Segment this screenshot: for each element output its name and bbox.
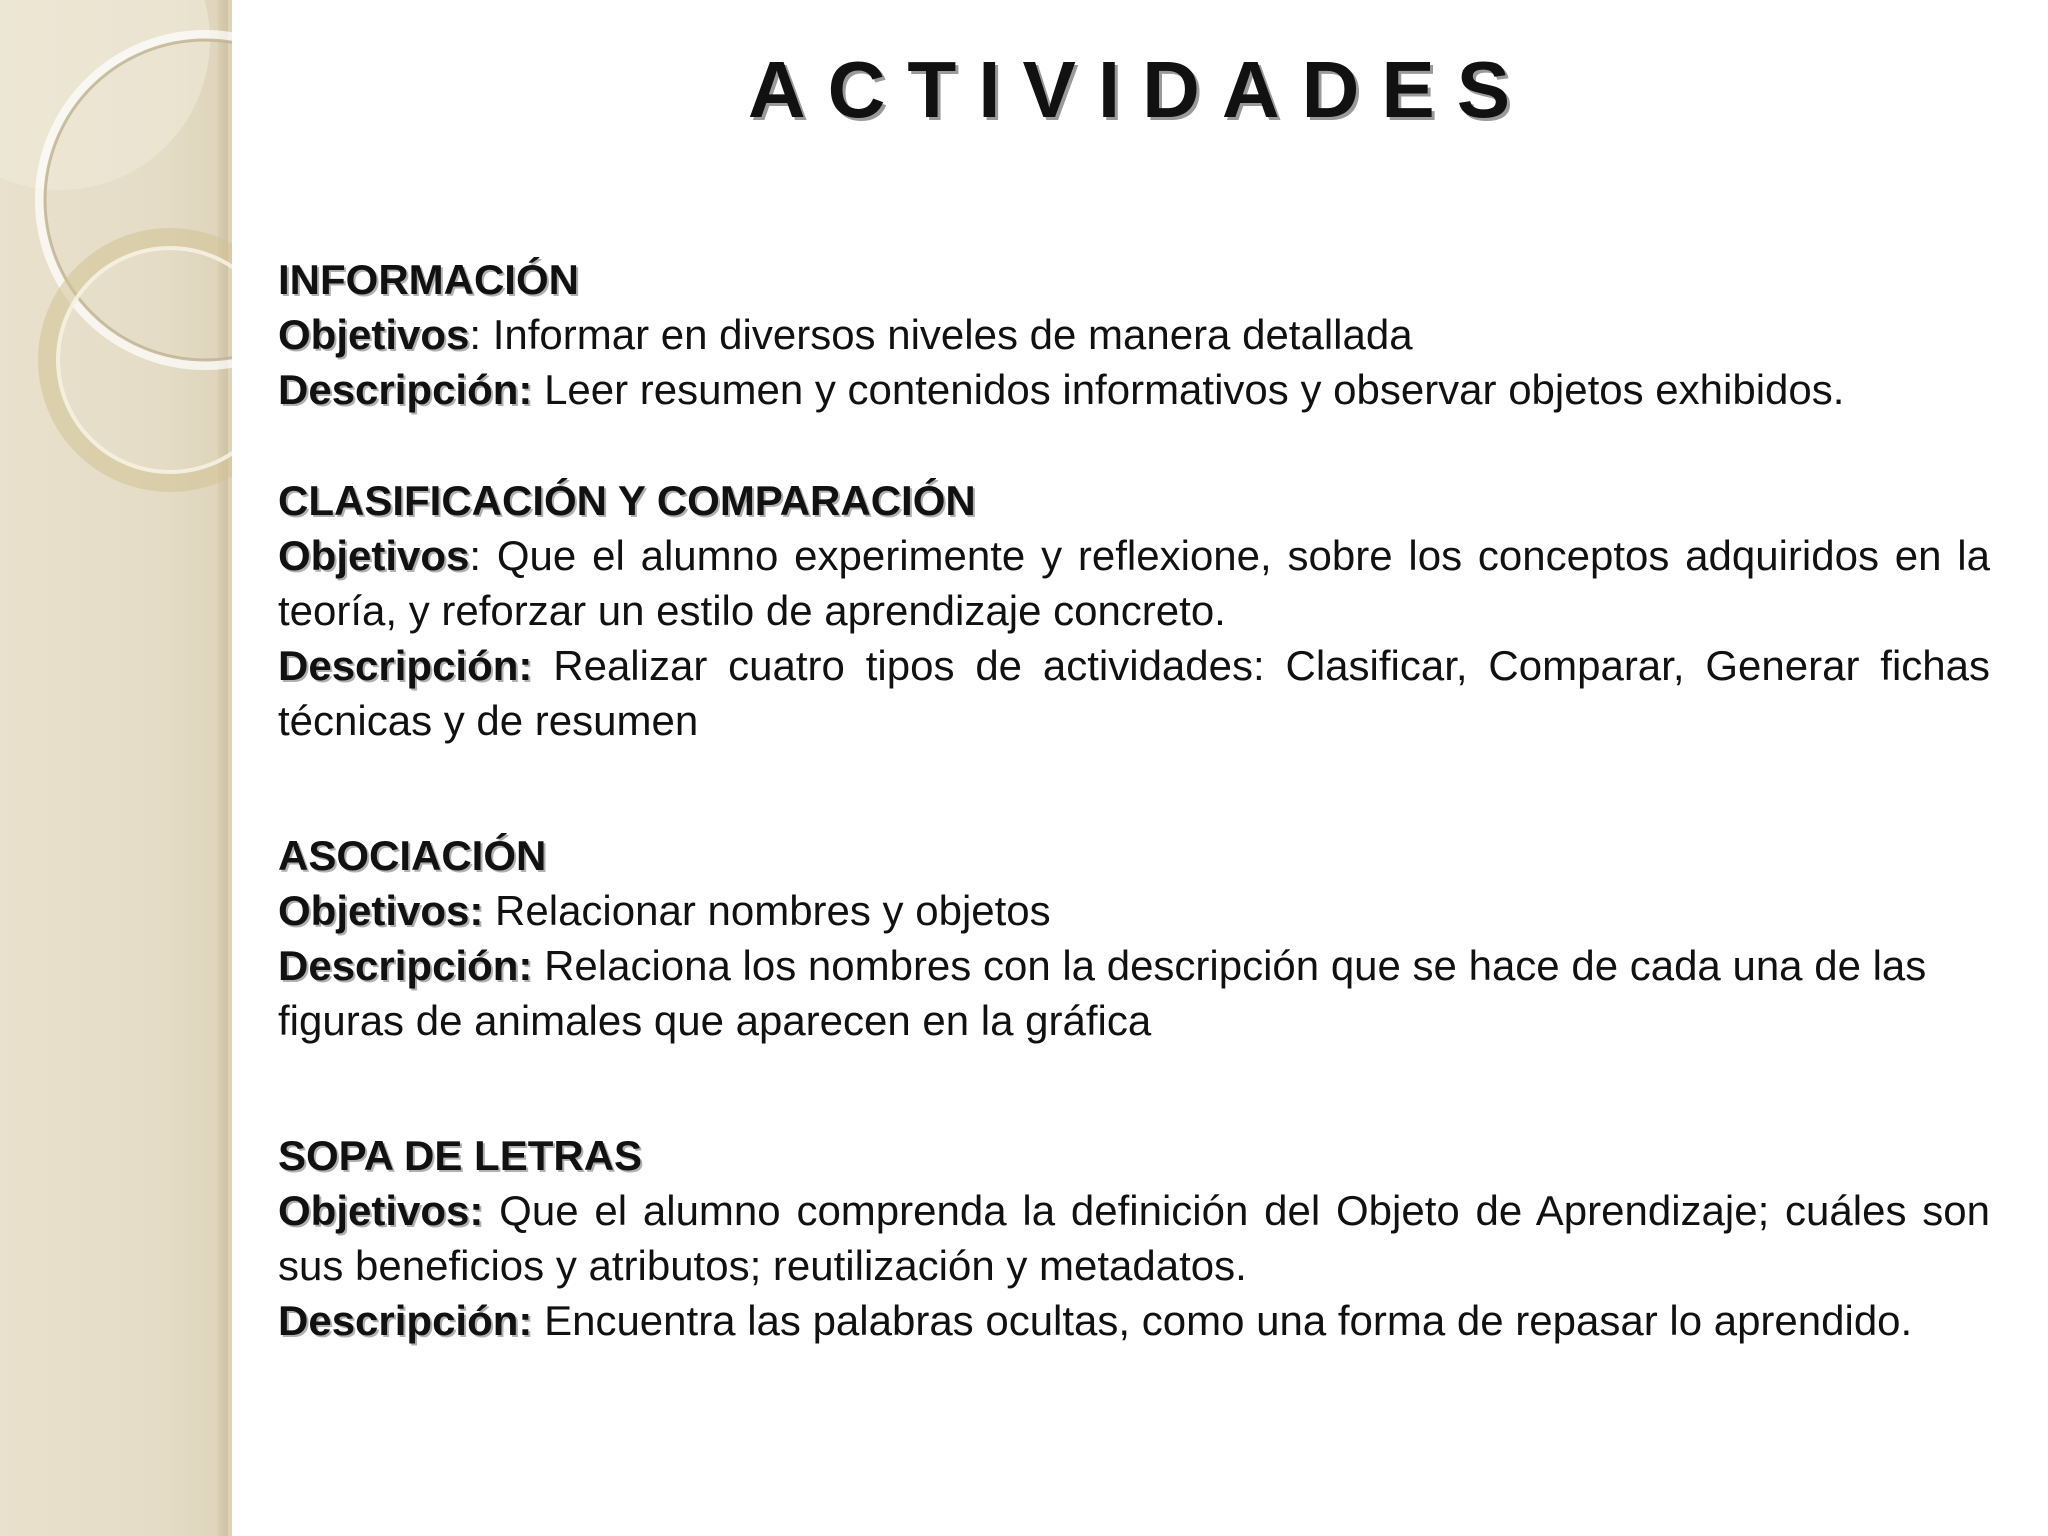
section-informacion (278, 252, 1990, 417)
descripcion-line (278, 362, 1990, 417)
decorative-rings (0, 0, 232, 520)
section-sopa-de-letras (278, 1128, 1990, 1348)
objetivos-label: Objetivos: (278, 1187, 484, 1234)
descripcion-label: Descripción: (278, 1297, 533, 1344)
objetivos-label: Objetivos (278, 532, 470, 579)
objetivos-line (278, 1183, 1990, 1293)
section-clasificacion (278, 473, 1990, 748)
descripcion-text: Encuentra las palabras ocultas, como una forma de repasar lo aprendido. (532, 1297, 1913, 1344)
objetivos-sep: : (469, 532, 482, 579)
descripcion-label: Descripción: (278, 642, 533, 689)
descripcion-text: Realizar cuatro tipos de actividades: Clasificar, Comparar, Generar fichas técnicas y de resumen (278, 642, 1990, 744)
objetivos-text: Relacionar nombres y objetos (483, 887, 1051, 934)
section-heading: INFORMACIÓN (278, 256, 579, 303)
descripcion-line (278, 1293, 1990, 1348)
descripcion-label: Descripción: (278, 942, 533, 989)
objetivos-text: Que el alumno comprenda la definición del Objeto de Aprendizaje; cuáles son sus beneficios y atributos; reutilización y metadatos. (278, 1187, 1990, 1289)
descripcion-text: Relaciona los nombres con la descripción que se hace de cada una de las figuras de animales que aparecen en la gráfica (278, 942, 1927, 1044)
objetivos-sep: : (469, 311, 482, 358)
objetivos-label: Objetivos (278, 311, 470, 358)
objetivos-line (278, 307, 1990, 362)
section-heading: SOPA DE LETRAS (278, 1132, 643, 1179)
objetivos-text: Informar en diversos niveles de manera detallada (481, 311, 1413, 358)
section-heading: ASOCIACIÓN (278, 832, 547, 879)
objetivos-line (278, 883, 1990, 938)
objetivos-line (278, 528, 1990, 638)
descripcion-line (278, 938, 1958, 1048)
slide-title: ACTIVIDADES (747, 45, 1533, 134)
section-asociacion (278, 828, 1990, 1048)
descripcion-label: Descripción: (278, 366, 533, 413)
activities-list (278, 252, 1990, 1348)
descripcion-line (278, 638, 1990, 748)
objetivos-label: Objetivos: (278, 887, 484, 934)
descripcion-text: Leer resumen y contenidos informativos y observar objetos exhibidos. (532, 366, 1845, 413)
objetivos-text: Que el alumno experimente y reflexione, sobre los conceptos adquiridos en la teoría, y reforzar un estilo de aprendizaje concreto. (278, 532, 1990, 634)
section-heading: CLASIFICACIÓN Y COMPARACIÓN (278, 477, 976, 524)
